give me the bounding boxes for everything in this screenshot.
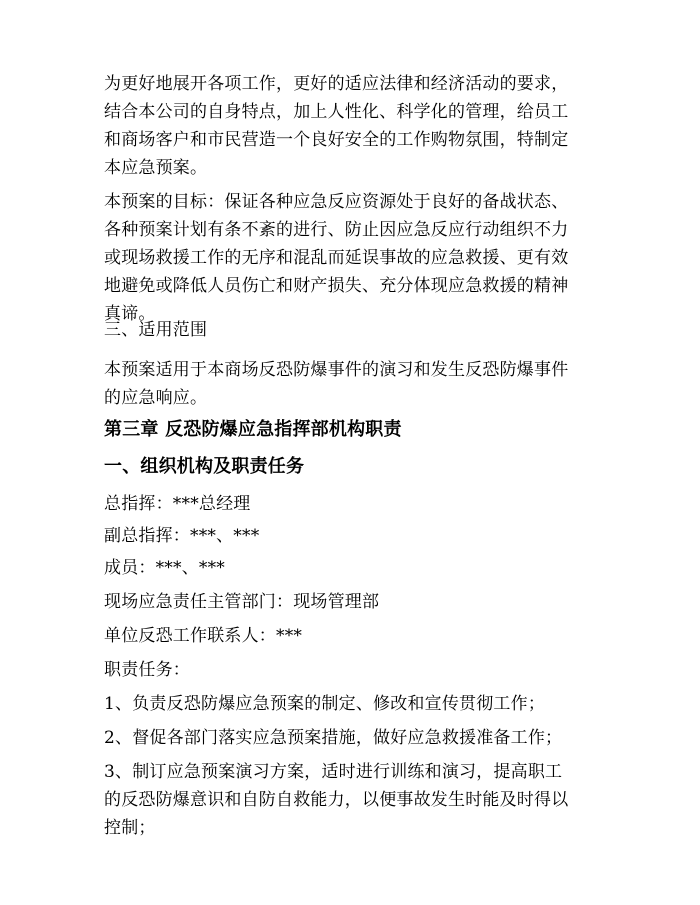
goal-line: 或现场救援工作的无序和混乱而延误事故的应急救援、更有效 [104,248,569,268]
intro-line: 和商场客户和市民营造一个良好安全的工作购物氛围，特制定 [104,130,569,150]
duty-item-3 [104,758,568,842]
duty-3-line: 的反恐防爆意识和自防自救能力，以便事故发生时能及时得以 [104,790,569,810]
duty-item-1: 1、负责反恐防爆应急预案的制定、修改和宣传贯彻工作； [104,694,546,714]
chief-commander: 总指挥：***总经理 [104,494,251,514]
scope-line: 的应急响应。 [104,388,208,408]
section-heading: 一、组织机构及职责任务 [104,456,305,477]
scope-line: 本预案适用于本商场反恐防爆事件的演习和发生反恐防爆事件 [104,360,569,380]
duty-item-2: 2、督促各部门落实应急预案措施，做好应急救援准备工作； [104,728,563,748]
intro-paragraph [104,70,568,182]
contact-person: 单位反恐工作联系人：*** [104,626,303,646]
goal-line: 各种预案计划有条不紊的进行、防止因应急反应行动组织不力 [104,220,569,240]
chapter-title: 第三章 反恐防爆应急指挥部机构职责 [104,419,402,440]
goal-line: 地避免或降低人员伤亡和财产损失、充分体现应急救援的精神 [104,276,569,296]
duty-3-line: 3、制订应急预案演习方案，适时进行训练和演习，提高职工 [104,762,563,782]
duty-3-line: 控制； [104,818,156,838]
scope-heading: 三、适用范围 [104,320,208,340]
intro-line: 本应急预案。 [104,158,208,178]
scope-paragraph [104,356,568,412]
duties-label: 职责任务： [104,660,190,680]
goal-line: 本预案的目标：保证各种应急反应资源处于良好的备战状态、 [104,192,569,212]
intro-line: 结合本公司的自身特点，加上人性化、科学化的管理，给员工 [104,102,569,122]
goal-paragraph [104,188,568,328]
responsible-department: 现场应急责任主管部门：现场管理部 [104,592,380,612]
intro-line: 为更好地展开各项工作，更好的适应法律和经济活动的要求， [104,74,569,94]
deputy-commander: 副总指挥：***、*** [104,526,260,546]
members: 成员：***、*** [104,558,225,578]
goal-line: 真谛。 [104,304,156,324]
